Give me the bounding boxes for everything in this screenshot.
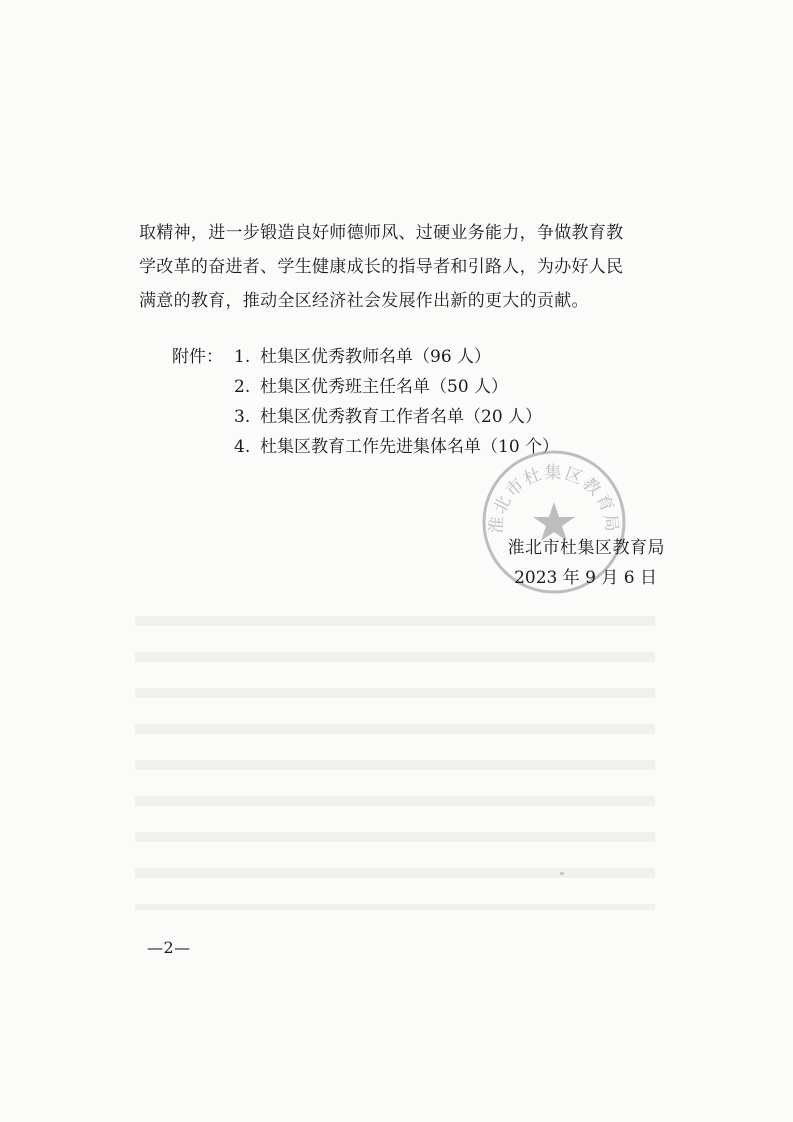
issuing-organization: 淮北市杜集区教育局 (507, 538, 665, 558)
attachment-number: 2. (234, 377, 251, 397)
paragraph-line: 满意的教育，推动全区经济社会发展作出新的更大的贡献。 (139, 291, 589, 311)
attachment-item (172, 372, 559, 402)
attachment-text: 杜集区教育工作先进集体名单（10 个） (260, 437, 560, 457)
attachment-item (172, 402, 559, 432)
bleed-through-shadow (135, 590, 655, 910)
attachment-text: 杜集区优秀班主任名单（50 人） (260, 377, 509, 397)
seal-text: 淮北市杜集区教育局 (486, 463, 622, 535)
body-paragraph (139, 216, 659, 318)
attachment-text: 杜集区优秀教育工作者名单（20 人） (260, 407, 543, 427)
attachments-list (172, 342, 559, 462)
attachment-item (172, 342, 559, 372)
attachment-number: 1. (234, 347, 251, 367)
attachments-label: 附件： (172, 347, 223, 367)
paragraph-line: 取精神，进一步锻造良好师德师风、过硬业务能力，争做教育教 (139, 223, 624, 243)
paper-speck (560, 872, 564, 875)
attachment-text: 杜集区优秀教师名单（96 人） (260, 347, 492, 367)
paragraph-line: 学改革的奋进者、学生健康成长的指导者和引路人，为办好人民 (139, 257, 624, 277)
attachment-number: 4. (234, 437, 251, 457)
attachment-number: 3. (234, 407, 251, 427)
page-number: —2— (147, 938, 191, 957)
signature-block (508, 533, 666, 593)
issue-date: 2023 年 9 月 6 日 (514, 568, 657, 588)
